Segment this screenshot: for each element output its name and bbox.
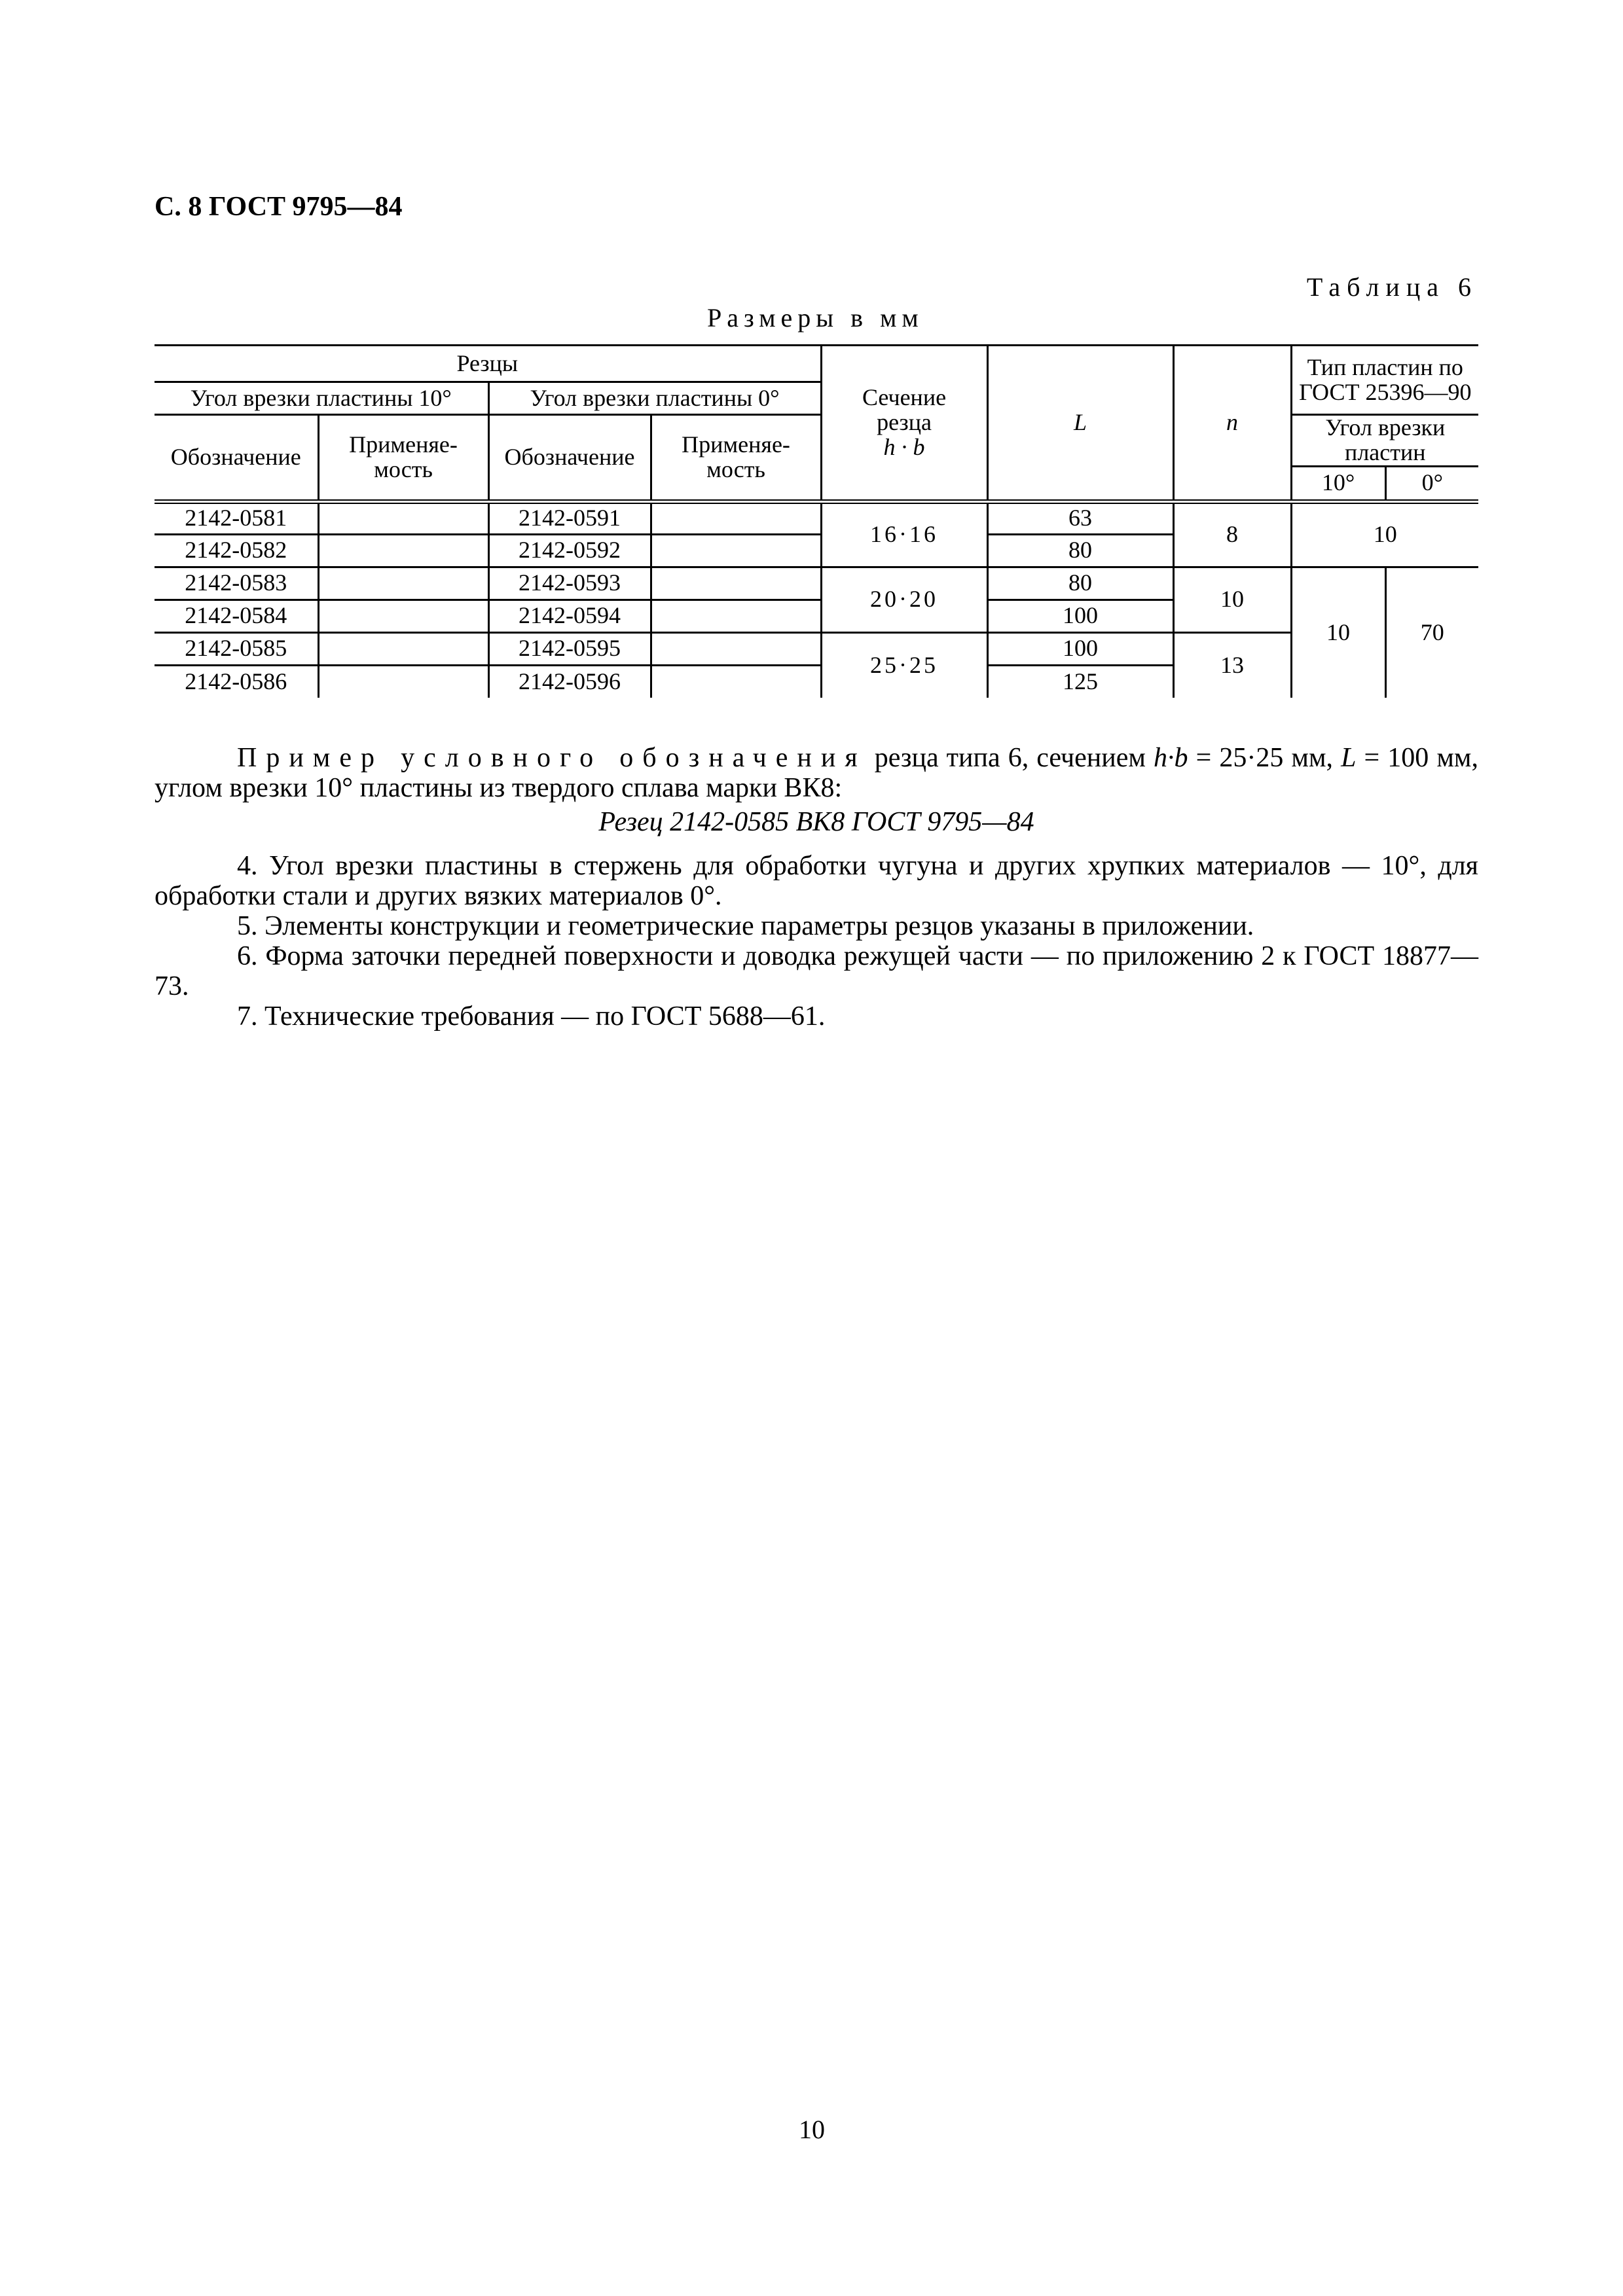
cell-designation-0: 2142-0595: [488, 632, 651, 665]
cell-L: 80: [987, 534, 1173, 567]
header-designation-0: Обозначение: [488, 415, 651, 502]
cell-applicability-10: [318, 567, 488, 600]
cell-section: 16·16: [821, 501, 987, 567]
header-applicability-10: Применяе- мость: [318, 415, 488, 502]
cell-designation-0: 2142-0592: [488, 534, 651, 567]
cell-applicability-0: [651, 665, 821, 698]
cell-applicability-0: [651, 534, 821, 567]
cell-designation-10: 2142-0582: [155, 534, 318, 567]
cell-applicability-10: [318, 600, 488, 632]
header-L: L: [987, 346, 1173, 502]
cell-n: 10: [1173, 567, 1291, 632]
cell-section: 25·25: [821, 632, 987, 698]
example-text1: резца типа 6, сечением: [866, 743, 1154, 773]
header-plate-type: Тип пластин по ГОСТ 25396—90: [1291, 346, 1478, 415]
example-text2: = 25·25 мм,: [1188, 743, 1341, 773]
cell-L: 100: [987, 632, 1173, 665]
header-plate-0deg: 0°: [1385, 466, 1478, 501]
cell-applicability-10: [318, 501, 488, 534]
item-4: 4. Угол врезки пластины в стержень для обработки чугуна и других хрупких материалов — 10°, для обработки стали и других вязких материалов 0°.: [155, 851, 1478, 911]
cell-applicability-0: [651, 501, 821, 534]
header-angle-10: Угол врезки пластины 10°: [155, 382, 488, 415]
cell-plate-group: 10: [1291, 501, 1478, 567]
example-text3: = 100 мм, углом врезки 10° пластины из твердого сплава марки ВК8:: [155, 743, 1479, 803]
cell-applicability-10: [318, 632, 488, 665]
header-plate-10deg: 10°: [1291, 466, 1385, 501]
header-section: [821, 346, 987, 502]
header-plate-angle: Угол врезки пластин: [1291, 415, 1478, 467]
header-angle-0: Угол врезки пластины 0°: [488, 382, 821, 415]
cell-applicability-0: [651, 600, 821, 632]
cell-L: 63: [987, 501, 1173, 534]
cell-designation-0: 2142-0591: [488, 501, 651, 534]
cell-designation-10: 2142-0583: [155, 567, 318, 600]
item-6: 6. Форма заточки передней поверхности и доводка режущей части — по приложению 2 к ГОСТ 18877—73.: [155, 941, 1478, 1001]
cell-L: 125: [987, 665, 1173, 698]
header-applicability-0: Применяе- мость: [651, 415, 821, 502]
cell-n: 13: [1173, 632, 1291, 698]
example-designation: Резец 2142-0585 ВК8 ГОСТ 9795—84: [598, 807, 1034, 837]
header-designation-10: Обозначение: [155, 415, 318, 502]
cell-designation-10: 2142-0584: [155, 600, 318, 632]
cell-designation-0: 2142-0593: [488, 567, 651, 600]
cell-designation-10: 2142-0581: [155, 501, 318, 534]
page-number: 10: [799, 2115, 825, 2144]
numbered-items: [155, 851, 1478, 1031]
cell-section: 20·20: [821, 567, 987, 632]
example-lead: Пример условного обозначения: [237, 743, 867, 773]
header-n: n: [1173, 346, 1291, 502]
cell-designation-10: 2142-0585: [155, 632, 318, 665]
header-section-line2: резца: [877, 408, 932, 435]
cell-n: 8: [1173, 501, 1291, 567]
cell-L: 80: [987, 567, 1173, 600]
item-7: 7. Технические требования — по ГОСТ 5688—61.: [237, 1001, 826, 1031]
designation-example: [155, 743, 1478, 837]
cell-designation-0: 2142-0596: [488, 665, 651, 698]
page-header: С. 8 ГОСТ 9795—84: [155, 192, 403, 222]
cell-plate-10deg: 10: [1291, 567, 1385, 698]
table-label: Таблица 6: [1306, 272, 1478, 302]
cell-designation-0: 2142-0594: [488, 600, 651, 632]
cell-applicability-0: [651, 632, 821, 665]
header-section-line3: h · b: [883, 433, 925, 460]
example-hb: h·b: [1154, 743, 1188, 773]
example-L: L: [1341, 743, 1357, 773]
cell-applicability-10: [318, 665, 488, 698]
cell-L: 100: [987, 600, 1173, 632]
cell-plate-0deg: 70: [1385, 567, 1478, 698]
spec-table: [155, 344, 1478, 698]
header-cutters: Резцы: [155, 346, 821, 382]
units-caption: Размеры в мм: [707, 303, 924, 332]
item-5: 5. Элементы конструкции и геометрические параметры резцов указаны в приложении.: [237, 911, 1254, 941]
header-section-line1: Сечение: [862, 384, 947, 411]
cell-designation-10: 2142-0586: [155, 665, 318, 698]
cell-applicability-10: [318, 534, 488, 567]
cell-applicability-0: [651, 567, 821, 600]
